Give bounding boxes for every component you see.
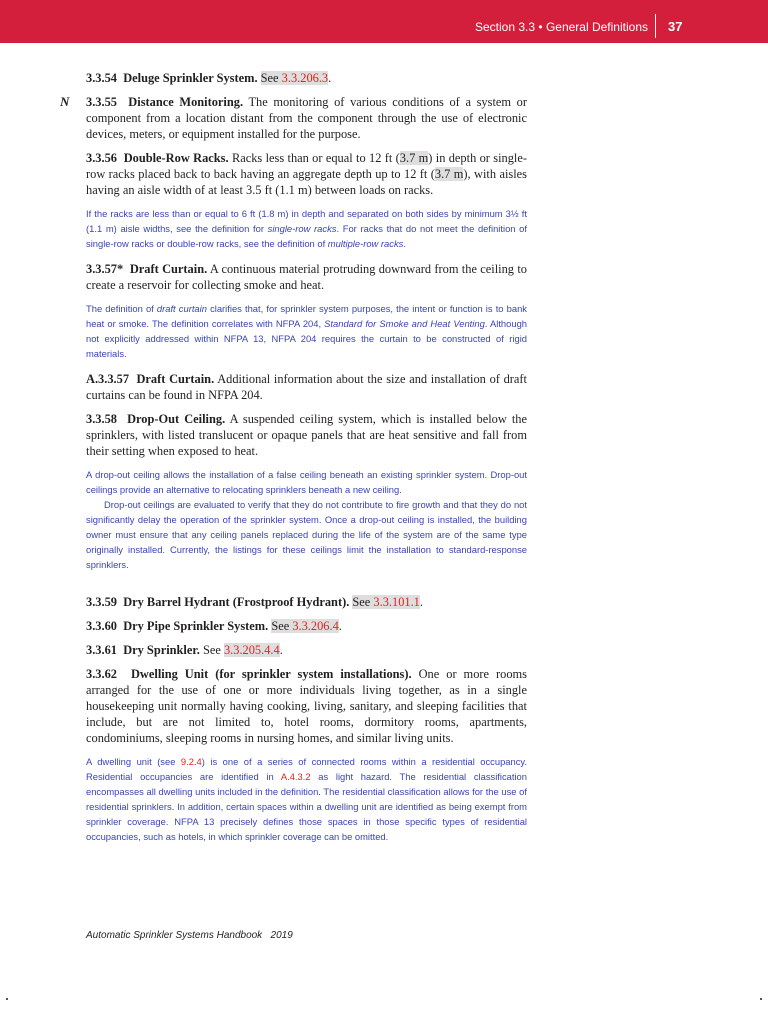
definition-3-3-54: 3.3.54 Deluge Sprinkler System. See 3.3.206.3. [86,71,332,85]
definition-3-3-60: 3.3.60 Dry Pipe Sprinkler System. See 3.3.206.4. [86,619,342,633]
definition-3-3-59: 3.3.59 Dry Barrel Hydrant (Frostproof Hydrant). See 3.3.101.1. [86,595,423,609]
section-title: General Definitions [545,20,648,34]
cross-reference[interactable]: A.4.3.2 [280,771,311,782]
commentary-3-3-57: The definition of draft curtain clarifies that, for sprinkler system purposes, the intent or function is to bank heat or smoke. The definition correlates with NFPA 204, Standard for Smoke and Heat Venting. Although not explicitly addressed within NFPA 13, NFPA 204 requires the curtain to be constructed of rigid materials. [86,303,528,359]
metric-value: 3.7 m [399,151,429,165]
edition-year: 2019 [270,930,293,941]
definition-3-3-57: 3.3.57* Draft Curtain. A continuous material protruding downward from the ceiling to create a reservoir for collecting smoke and heat. [86,262,527,292]
cross-reference[interactable]: See 3.3.206.4 [271,619,339,633]
crop-mark [760,998,762,1000]
commentary-3-3-56: If the racks are less than or equal to 6 ft (1.8 m) in depth and separated on both sides by minimum 3½ ft (1.1 m) aisle widths, see the definition for single-row racks. For racks that do not meet the definition of single-row racks or double-row racks, see the definition of multiple-row racks. [86,208,527,249]
running-footer [86,930,293,941]
header-bullet: • [538,20,543,34]
cross-reference[interactable]: See 3.3.206.3 [260,71,329,85]
cross-reference[interactable]: 3.3.205.4.4 [223,643,280,657]
header-divider [655,14,656,38]
new-entry-marker: N [60,94,70,109]
definition-3-3-55: N 3.3.55 Distance Monitoring. The monitoring of various conditions of a system or component from a location distant from the component through the use of electronic devices, meters, or equipment installed for the purpose. [60,94,527,141]
metric-value: 3.7 m [434,167,464,181]
page-body [60,70,528,854]
commentary-3-3-62: A dwelling unit (see 9.2.4) is one of a series of connected rooms within a residential occupancy. Residential occupancies are identified in A.4.3.2 as light hazard. The residential classification encompasses all dwelling units included in the definition. The residential classification allows for the use of residential sprinklers. In addition, certain spaces within a dwelling unit are identified as being exempt from sprinkler coverage. NFPA 13 precisely defines those spaces in those specific types of residential occupancies, such as hotels, in which sprinkler coverage can be omitted. [86,756,527,842]
definition-3-3-56: 3.3.56 Double-Row Racks. Racks less than or equal to 12 ft (3.7 m) in depth or single-row racks placed back to back having an aggregate depth up to 12 ft (3.7 m), with aisles having an aisle width of at least 3.5 ft (1.1 m) between loads on racks. [86,151,528,197]
cross-reference[interactable]: 9.2.4 [180,756,202,767]
page-number: 37 [668,19,683,34]
crop-mark [6,998,8,1000]
definition-3-3-61: 3.3.61 Dry Sprinkler. See 3.3.205.4.4. [86,643,283,657]
annex-a-3-3-57: A.3.3.57 Draft Curtain. Additional information about the size and installation of draft curtains can be found in NFPA 204. [86,372,527,402]
cross-reference[interactable]: See 3.3.101.1 [352,595,420,609]
book-title: Automatic Sprinkler Systems Handbook [86,930,263,941]
definition-3-3-62: 3.3.62 Dwelling Unit (for sprinkler system installations). One or more rooms arranged for the use of one or more individuals living together, as in a single housekeeping unit normally having cooking, living, sanitary, and sleeping facilities that include, but are not limited to, hotel rooms, dormitory rooms, apartments, condominiums, sleeping rooms in nursing homes, and similar living units. [86,667,527,745]
header-bar [0,0,768,43]
commentary-3-3-58: A drop-out ceiling allows the installation of a false ceiling beneath an existing sprinkler system. Drop-out ceilings provide an alternative to relocating sprinklers beneath a new ceiling. Drop-out ceilings are evaluated to verify that they do not contribute to fire growth and that they do not significantly delay the operation of the sprinkler system. Once a drop-out ceiling is installed, the building owner must ensure that any ceiling panels replaced during the life of the system are of the same type originally installed. Currently, the listings for these ceilings limit the installation to standard-response sprinklers. [86,469,527,570]
definition-3-3-58: 3.3.58 Drop-Out Ceiling. A suspended ceiling system, which is installed below the sprinklers, with listed translucent or opaque panels that are heat sensitive and fall from their setting when exposed to heat. [86,412,527,458]
running-header [475,20,648,34]
section-label: Section 3.3 [475,20,536,34]
